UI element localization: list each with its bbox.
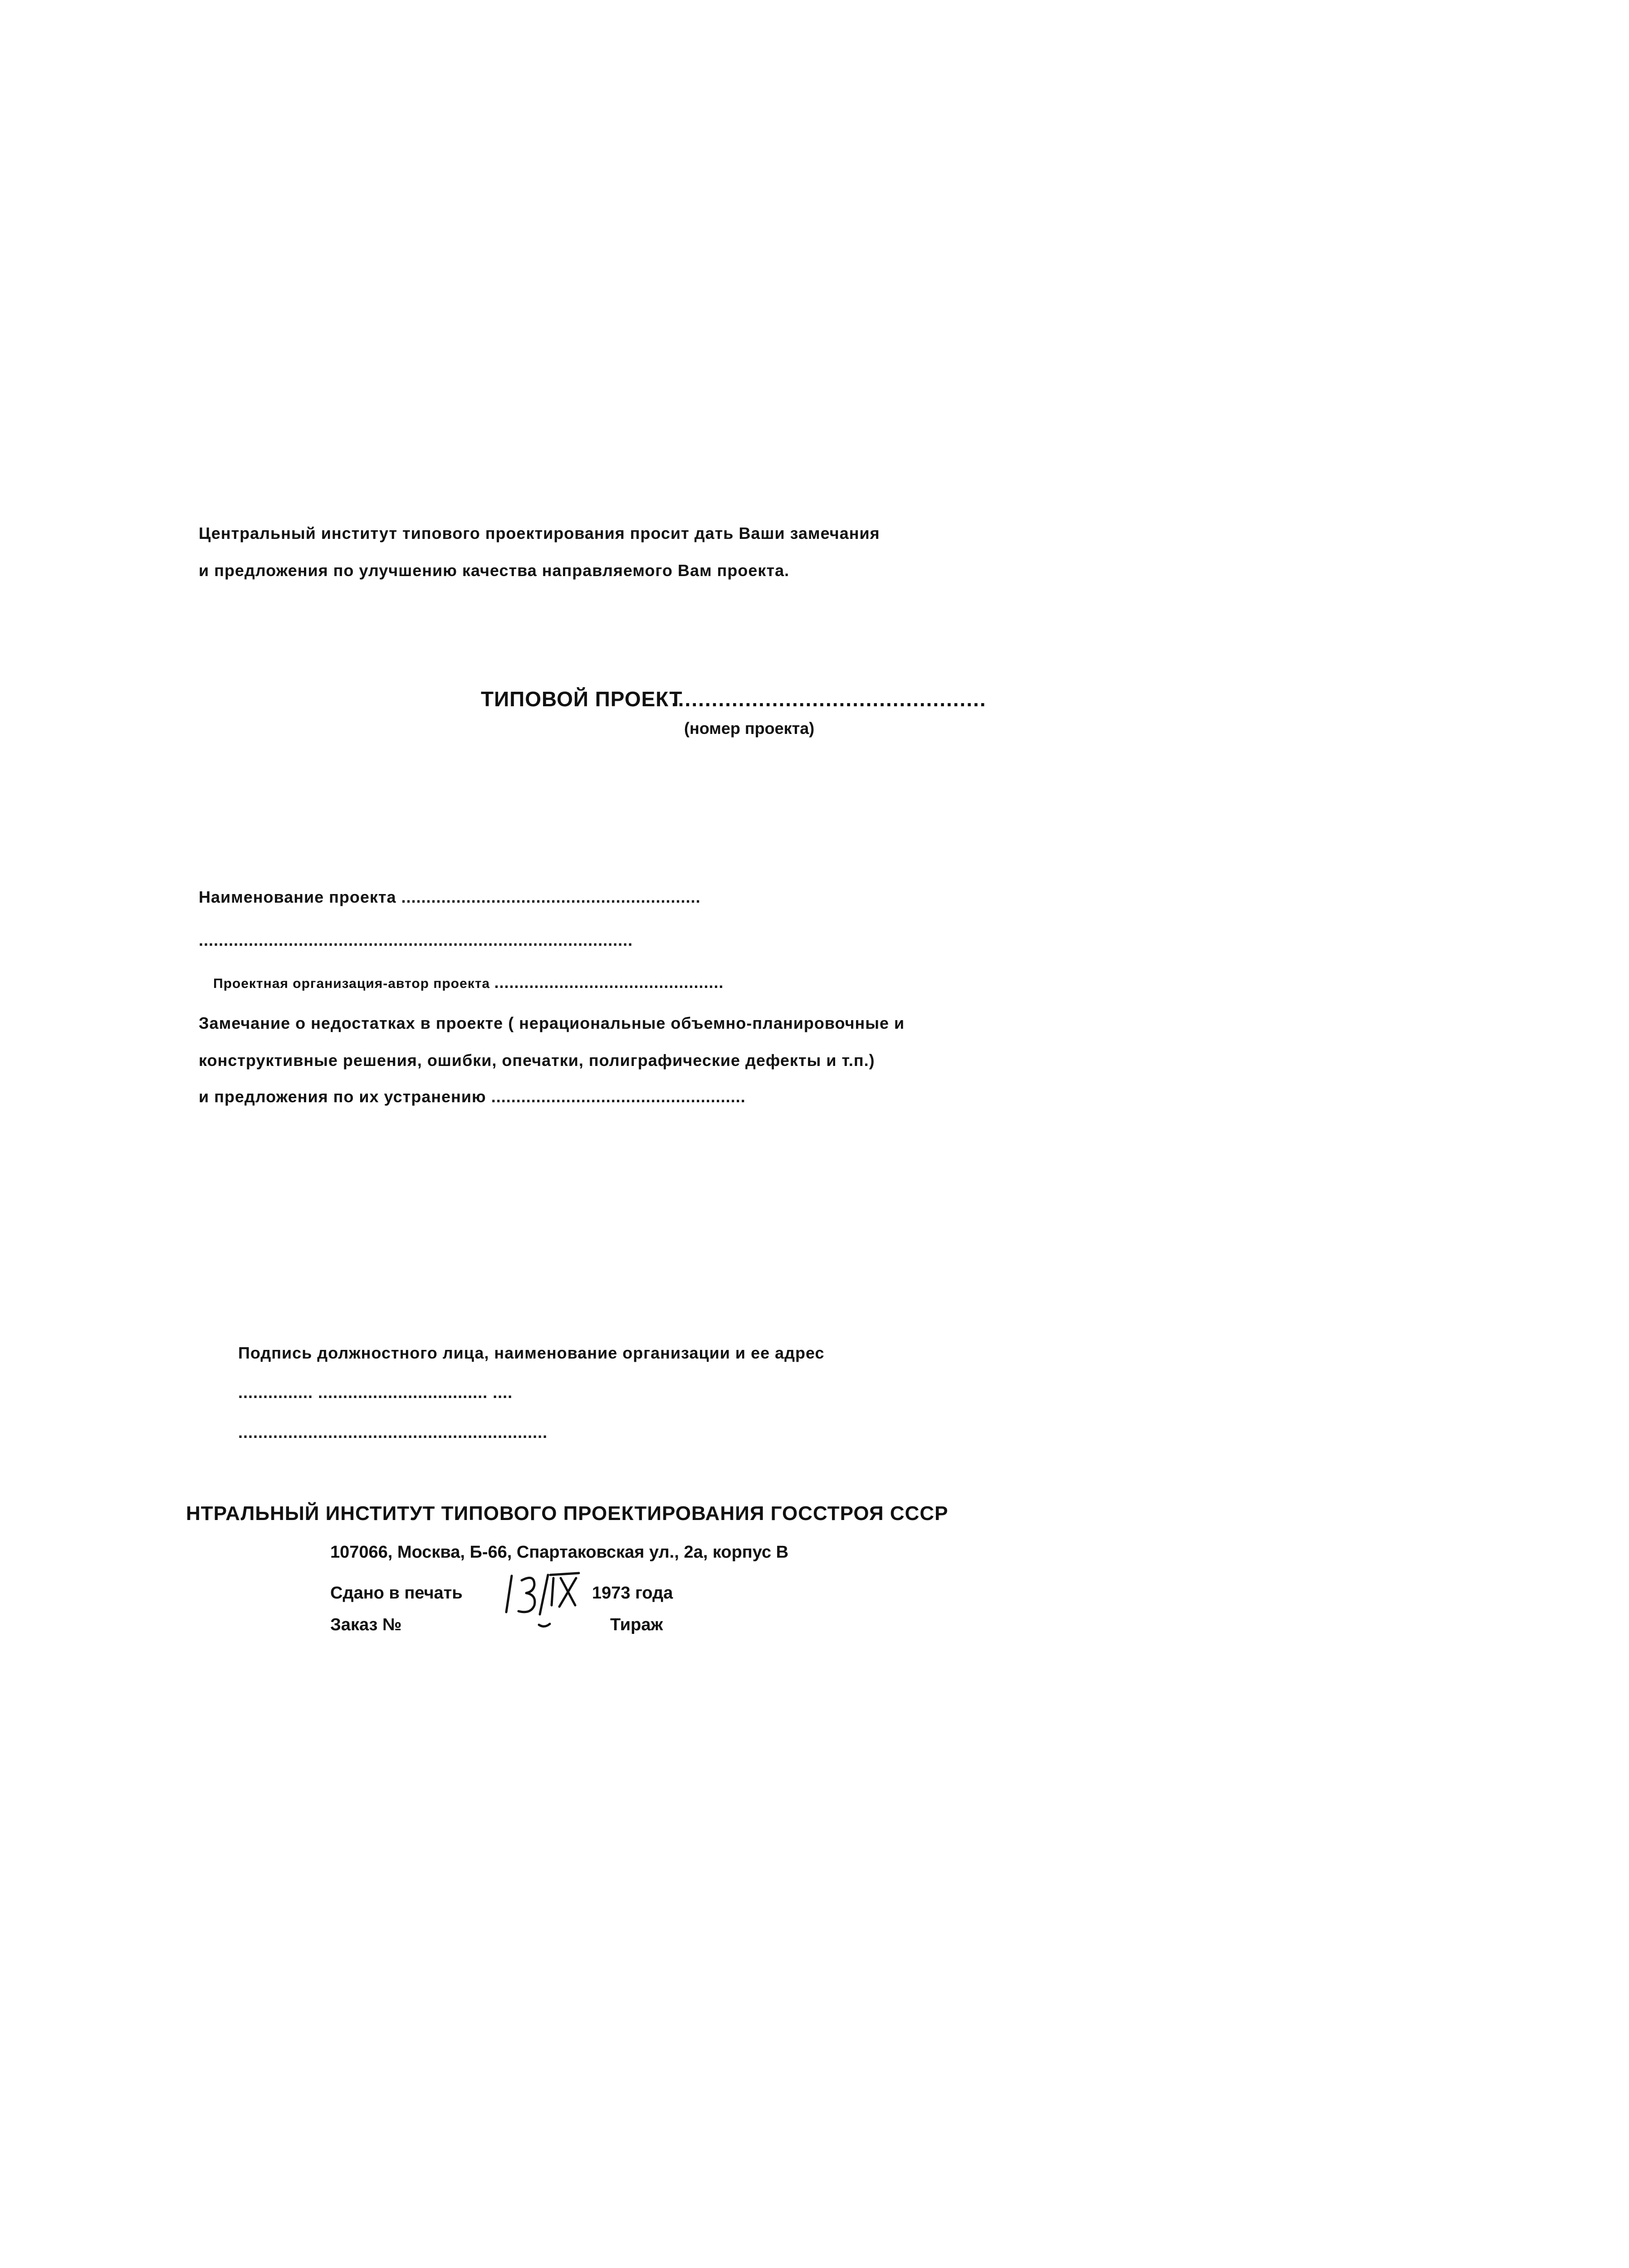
remarks-field[interactable]: ...................................................: [491, 1087, 746, 1106]
signature-field-1[interactable]: ............... .................................. ....: [238, 1383, 513, 1402]
project-name-continuation-field[interactable]: .......................................................................................: [199, 931, 633, 949]
author-org-row: [213, 974, 724, 991]
institute-name: НТРАЛЬНЫЙ ИНСТИТУТ ТИПОВОГО ПРОЕКТИРОВАНИЯ ГОССТРОЯ СССР: [186, 1502, 949, 1525]
sent-to-print-label: Сдано в печать: [330, 1584, 463, 1603]
institute-address: 107066, Москва, Б-66, Спартаковская ул., 2а, корпус В: [330, 1543, 789, 1562]
project-name-label: Наименование проекта: [199, 888, 396, 906]
remarks-line-1: Замечание о недостатках в проекте ( нерациональные объемно-планировочные и: [199, 1014, 905, 1032]
print-year: 1973 года: [592, 1584, 673, 1603]
project-name-row: [199, 889, 701, 905]
author-org-label: Проектная организация-автор проекта: [213, 976, 490, 991]
project-label: ТИПОВОЙ ПРОЕКТ: [481, 687, 683, 711]
signature-label: Подпись должностного лица, наименование организации и ее адрес: [238, 1344, 825, 1362]
signature-field-2[interactable]: ..............................................................: [238, 1423, 548, 1442]
intro-line-2: и предложения по улучшению качества направляемого Вам проекта.: [199, 561, 790, 580]
order-number-label: Заказ №: [330, 1615, 402, 1634]
intro-line-1: Центральный институт типового проектирования просит дать Ваши замечания: [199, 524, 880, 543]
author-org-field[interactable]: ..............................................: [494, 973, 724, 992]
remarks-row: [199, 1089, 746, 1105]
remarks-line-2: конструктивные решения, ошибки, опечатки, полиграфические дефекты и т.п.): [199, 1051, 875, 1070]
print-run-label: Тираж: [610, 1615, 663, 1634]
remarks-label: и предложения по их устранению: [199, 1087, 486, 1106]
project-number-field[interactable]: ...............................................: [671, 687, 987, 711]
project-number-caption: (номер проекта): [684, 719, 815, 738]
project-name-field[interactable]: ............................................................: [401, 888, 701, 906]
handwritten-date-mark: [503, 1567, 593, 1635]
